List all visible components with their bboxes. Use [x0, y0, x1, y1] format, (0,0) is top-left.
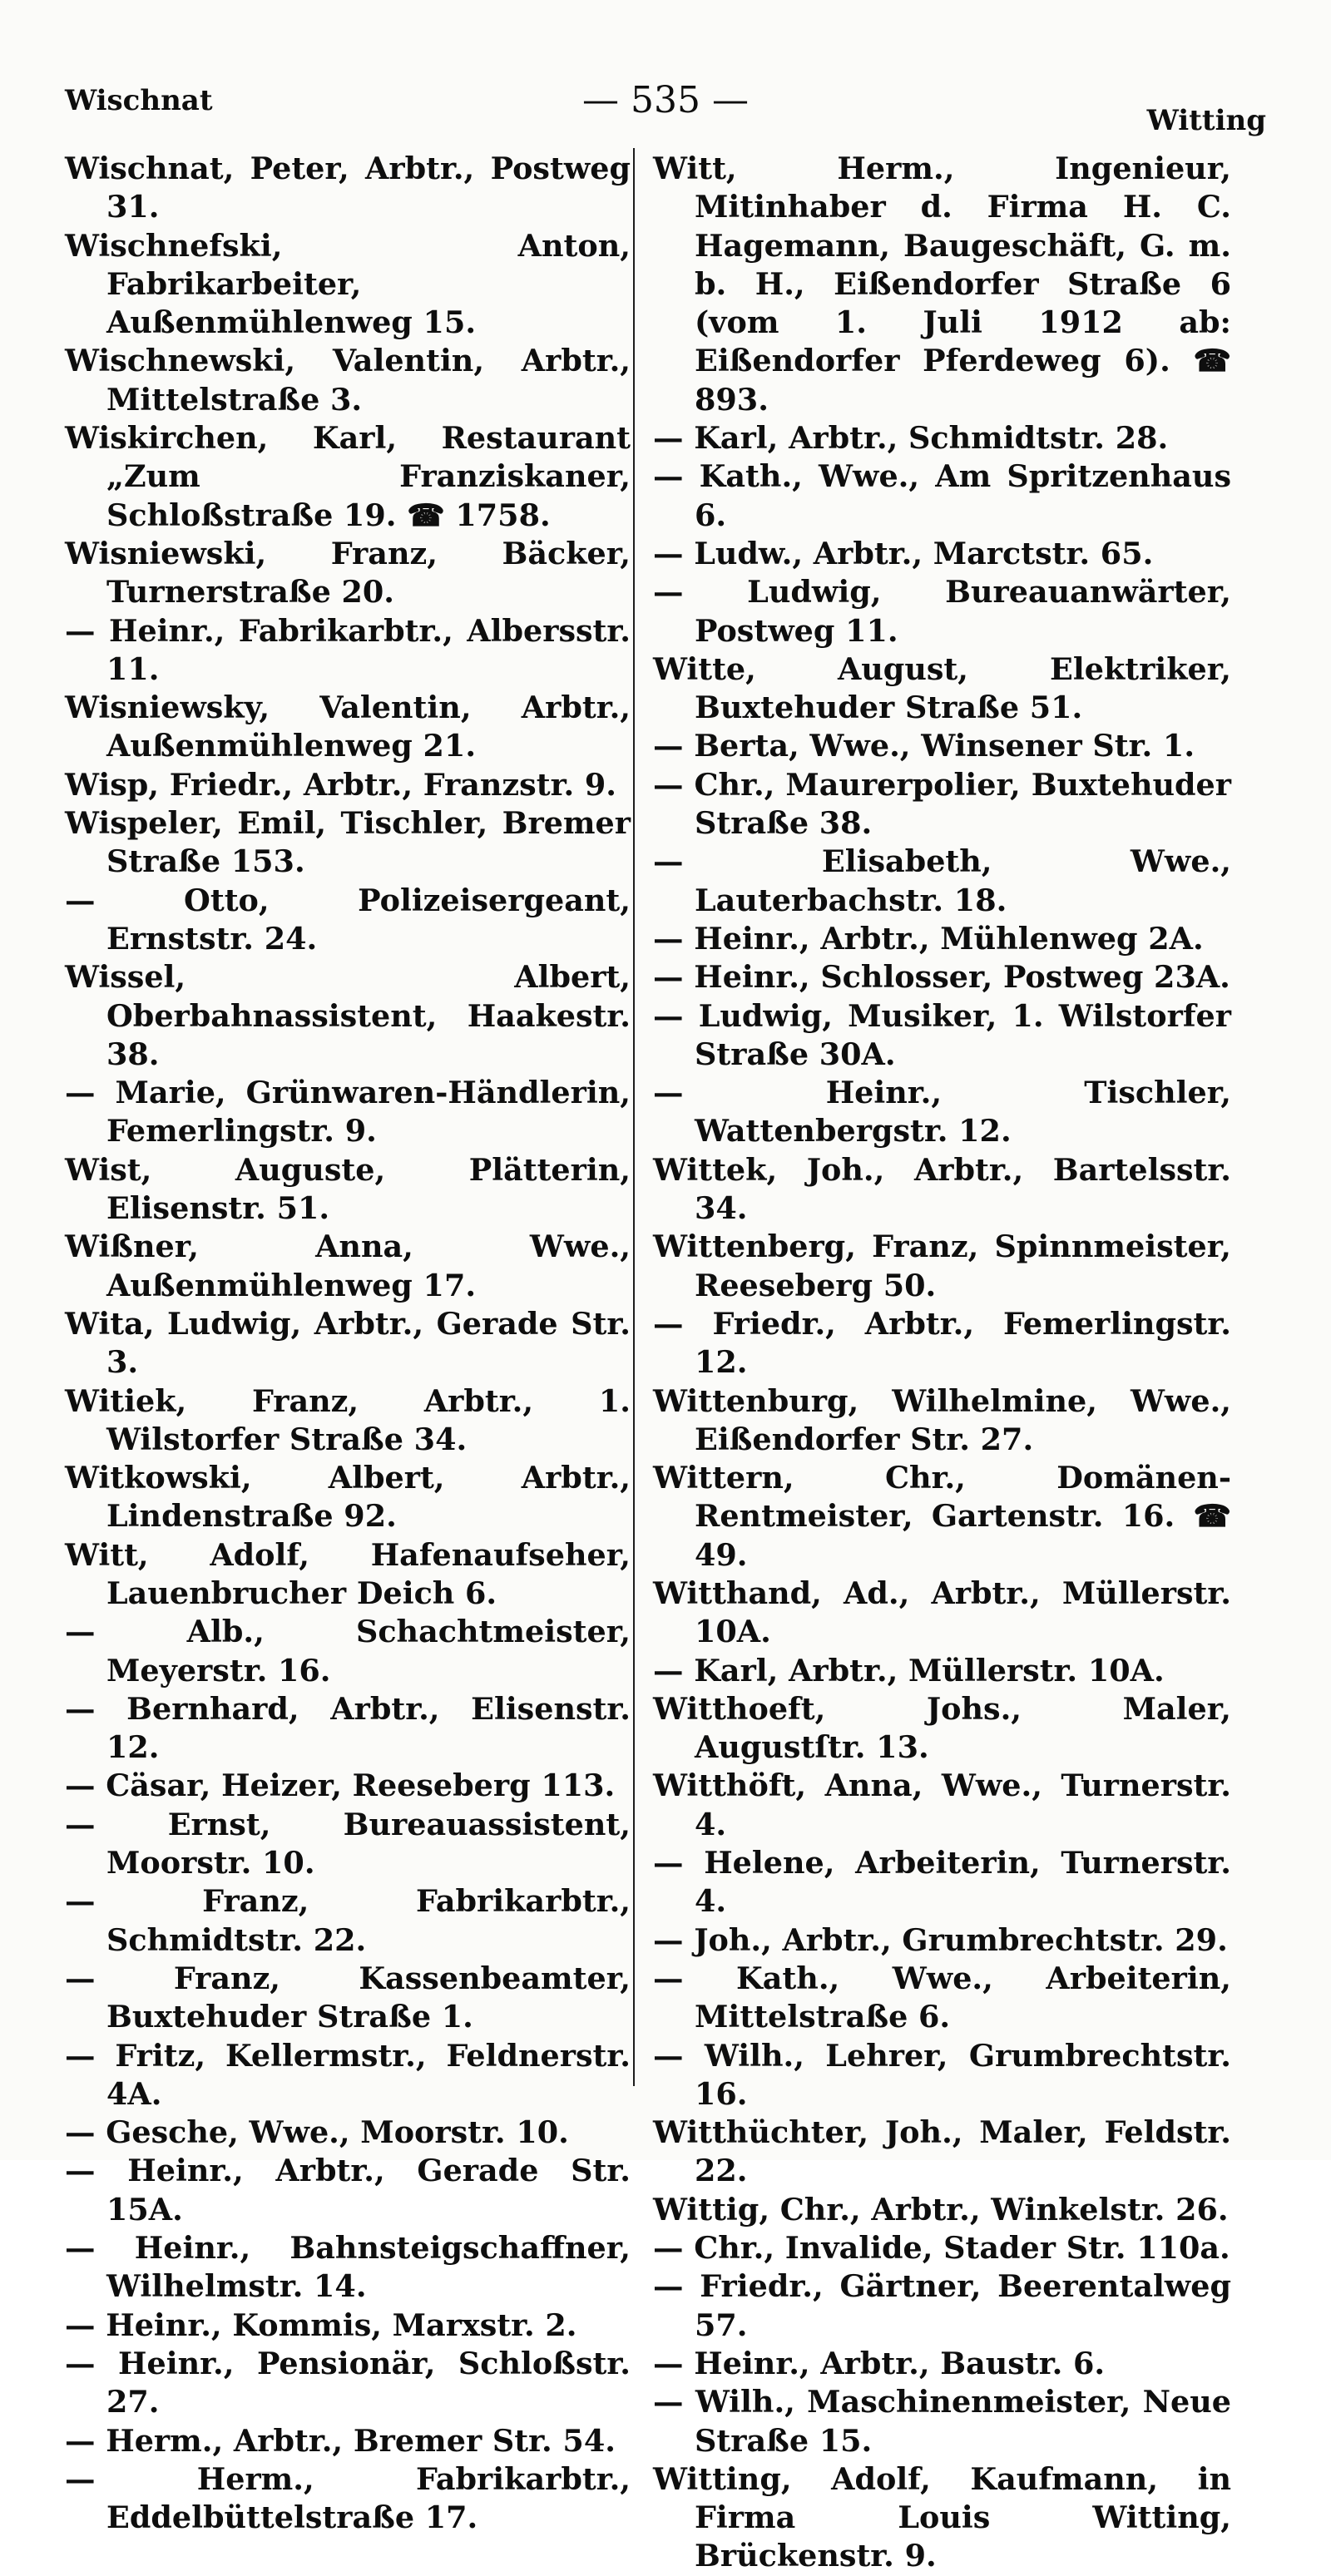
- directory-entry: — Herm., Arbtr., Bremer Str. 54.: [65, 2422, 616, 2459]
- directory-entry: — Kath., Wwe., Arbeiterin, Mittelstraße 6.: [653, 1960, 1231, 2035]
- directory-entry: — Herm., Fabrikarbtr., Eddelbüttelstraße 17.: [65, 2460, 631, 2536]
- directory-entry: — Fritz, Kellermstr., Feldnerstr. 4A.: [65, 2037, 631, 2112]
- directory-entry: — Chr., Invalide, Stader Str. 110a.: [653, 2230, 1230, 2267]
- directory-entry: — Berta, Wwe., Winsener Str. 1.: [653, 728, 1195, 764]
- directory-entry: — Helene, Arbeiterin, Turnerstr. 4.: [653, 1845, 1231, 1920]
- directory-entry: Wischnat, Peter, Arbtr., Postweg 31.: [65, 151, 631, 225]
- left-column: [65, 150, 631, 2537]
- directory-entry: — Kath., Wwe., Am Spritzenhaus 6.: [653, 458, 1231, 533]
- directory-entry: Wisniewsky, Valentin, Arbtr., Außenmühlenweg 21.: [65, 690, 631, 764]
- directory-entry: Wittenberg, Franz, Spinnmeister, Reeseberg 50.: [653, 1229, 1231, 1303]
- right-column: [653, 150, 1231, 2576]
- page-number: — 535 —: [582, 79, 749, 121]
- directory-entry: — Otto, Polizeisergeant, Ernststr. 24.: [65, 882, 631, 957]
- directory-entry: — Karl, Arbtr., Schmidtstr. 28.: [653, 420, 1169, 457]
- directory-entry: Wispeler, Emil, Tischler, Bremer Straße 153.: [65, 805, 631, 880]
- directory-entry: — Marie, Grünwaren-Händlerin, Femerlingstr. 9.: [65, 1075, 631, 1150]
- directory-entry: — Heinr., Tischler, Wattenbergstr. 12.: [653, 1075, 1231, 1150]
- directory-entry: Witting, Adolf, Kaufmann, in Firma Louis Witting, Brückenstr. 9.: [653, 2460, 1231, 2574]
- directory-entry: — Franz, Kassenbeamter, Buxtehuder Straße 1.: [65, 1960, 631, 2035]
- directory-entry: Wischnewski, Valentin, Arbtr., Mittelstraße 3.: [65, 343, 631, 418]
- directory-entry: Witiek, Franz, Arbtr., 1. Wilstorfer Straße 34.: [65, 1382, 631, 1457]
- directory-entry: Wittenburg, Wilhelmine, Wwe., Eißendorfer Str. 27.: [653, 1382, 1231, 1457]
- directory-entry: Wita, Ludwig, Arbtr., Gerade Str. 3.: [65, 1305, 631, 1381]
- directory-entry: — Gesche, Wwe., Moorstr. 10.: [65, 2114, 569, 2151]
- directory-entry: Wittern, Chr., Domänen-Rentmeister, Gartenstr. 16. ☎ 49.: [653, 1460, 1231, 1573]
- directory-entry: Wißner, Anna, Wwe., Außenmühlenweg 17.: [65, 1229, 631, 1303]
- directory-entry: Wissel, Albert, Oberbahnassistent, Haakestr. 38.: [65, 959, 631, 1072]
- directory-entry: — Friedr., Arbtr., Femerlingstr. 12.: [653, 1305, 1231, 1381]
- directory-entry: — Chr., Maurerpolier, Buxtehuder Straße 38.: [653, 766, 1231, 842]
- header-left-catchword: Wischnat: [65, 84, 213, 117]
- directory-entry: Wiskirchen, Karl, Restaurant „Zum Franziskaner, Schloßstraße 19. ☎ 1758.: [65, 420, 631, 533]
- directory-entry: Wisniewski, Franz, Bäcker, Turnerstraße 20.: [65, 535, 631, 611]
- running-head: [65, 79, 1266, 137]
- directory-entry: Witthand, Ad., Arbtr., Müllerstr. 10A.: [653, 1575, 1231, 1650]
- directory-entry: — Elisabeth, Wwe., Lauterbachstr. 18.: [653, 843, 1231, 918]
- directory-entry: — Heinr., Fabrikarbtr., Albersstr. 11.: [65, 612, 631, 687]
- directory-entry: Witthoeft, Johs., Maler, Augustſtr. 13.: [653, 1690, 1231, 1766]
- directory-entry: Wisp, Friedr., Arbtr., Franzstr. 9.: [65, 766, 616, 803]
- directory-entry: Wischnefski, Anton, Fabrikarbeiter, Außenmühlenweg 15.: [65, 227, 631, 341]
- directory-entry: — Wilh., Lehrer, Grumbrechtstr. 16.: [653, 2037, 1231, 2112]
- directory-entry: — Wilh., Maschinenmeister, Neue Straße 15.: [653, 2384, 1231, 2459]
- directory-entry: — Karl, Arbtr., Müllerstr. 10A.: [653, 1652, 1165, 1688]
- directory-entry: — Cäsar, Heizer, Reeseberg 113.: [65, 1768, 616, 1804]
- directory-entry: Witt, Adolf, Hafenaufseher, Lauenbrucher Deich 6.: [65, 1536, 631, 1611]
- directory-entry: — Heinr., Arbtr., Baustr. 6.: [653, 2345, 1106, 2381]
- directory-entry: — Heinr., Bahnsteigschaffner, Wilhelmstr. 14.: [65, 2230, 631, 2305]
- directory-entry: — Ludwig, Musiker, 1. Wilstorfer Straße 30A.: [653, 997, 1231, 1072]
- directory-entry: — Joh., Arbtr., Grumbrechtstr. 29.: [653, 1921, 1228, 1958]
- directory-entry: — Ernst, Bureauassistent, Moorstr. 10.: [65, 1806, 631, 1881]
- directory-entry: Witthüchter, Joh., Maler, Feldstr. 22.: [653, 2114, 1231, 2189]
- directory-entry: — Heinr., Arbtr., Gerade Str. 15A.: [65, 2153, 631, 2227]
- directory-entry: Wist, Auguste, Plätterin, Elisenstr. 51.: [65, 1151, 631, 1227]
- column-divider: [633, 148, 635, 2086]
- directory-entry: Wittig, Chr., Arbtr., Winkelstr. 26.: [653, 2191, 1229, 2227]
- directory-entry: — Ludw., Arbtr., Marctstr. 65.: [653, 535, 1154, 571]
- directory-entry: Wittek, Joh., Arbtr., Bartelsstr. 34.: [653, 1151, 1231, 1227]
- header-right-catchword: Witting: [1146, 104, 1266, 137]
- directory-entry: — Heinr., Arbtr., Mühlenweg 2A.: [653, 920, 1204, 957]
- directory-entry: — Heinr., Kommis, Marxstr. 2.: [65, 2307, 577, 2343]
- directory-entry: — Heinr., Pensionär, Schloßstr. 27.: [65, 2345, 631, 2420]
- directory-entry: Witthöft, Anna, Wwe., Turnerstr. 4.: [653, 1768, 1231, 1842]
- directory-entry: — Heinr., Schlosser, Postweg 23A.: [653, 959, 1230, 996]
- directory-entry: — Friedr., Gärtner, Beerentalweg 57.: [653, 2268, 1231, 2343]
- directory-entry: — Bernhard, Arbtr., Elisenstr. 12.: [65, 1690, 631, 1766]
- directory-entry: — Alb., Schachtmeister, Meyerstr. 16.: [65, 1614, 631, 1688]
- directory-entry: Witte, August, Elektriker, Buxtehuder Straße 51.: [653, 650, 1231, 726]
- directory-entry: Witkowski, Albert, Arbtr., Lindenstraße 92.: [65, 1460, 631, 1535]
- directory-entry: — Franz, Fabrikarbtr., Schmidtstr. 22.: [65, 1883, 631, 1958]
- directory-entry: — Ludwig, Bureauanwärter, Postweg 11.: [653, 574, 1231, 649]
- directory-entry: Witt, Herm., Ingenieur, Mitinhaber d. Firma H. C. Hagemann, Baugeschäft, G. m. b. H., Eißendorfer Straße 6 (vom 1. Juli 1912 ab: Eißendorfer Pferdeweg 6). ☎ 893.: [653, 151, 1231, 418]
